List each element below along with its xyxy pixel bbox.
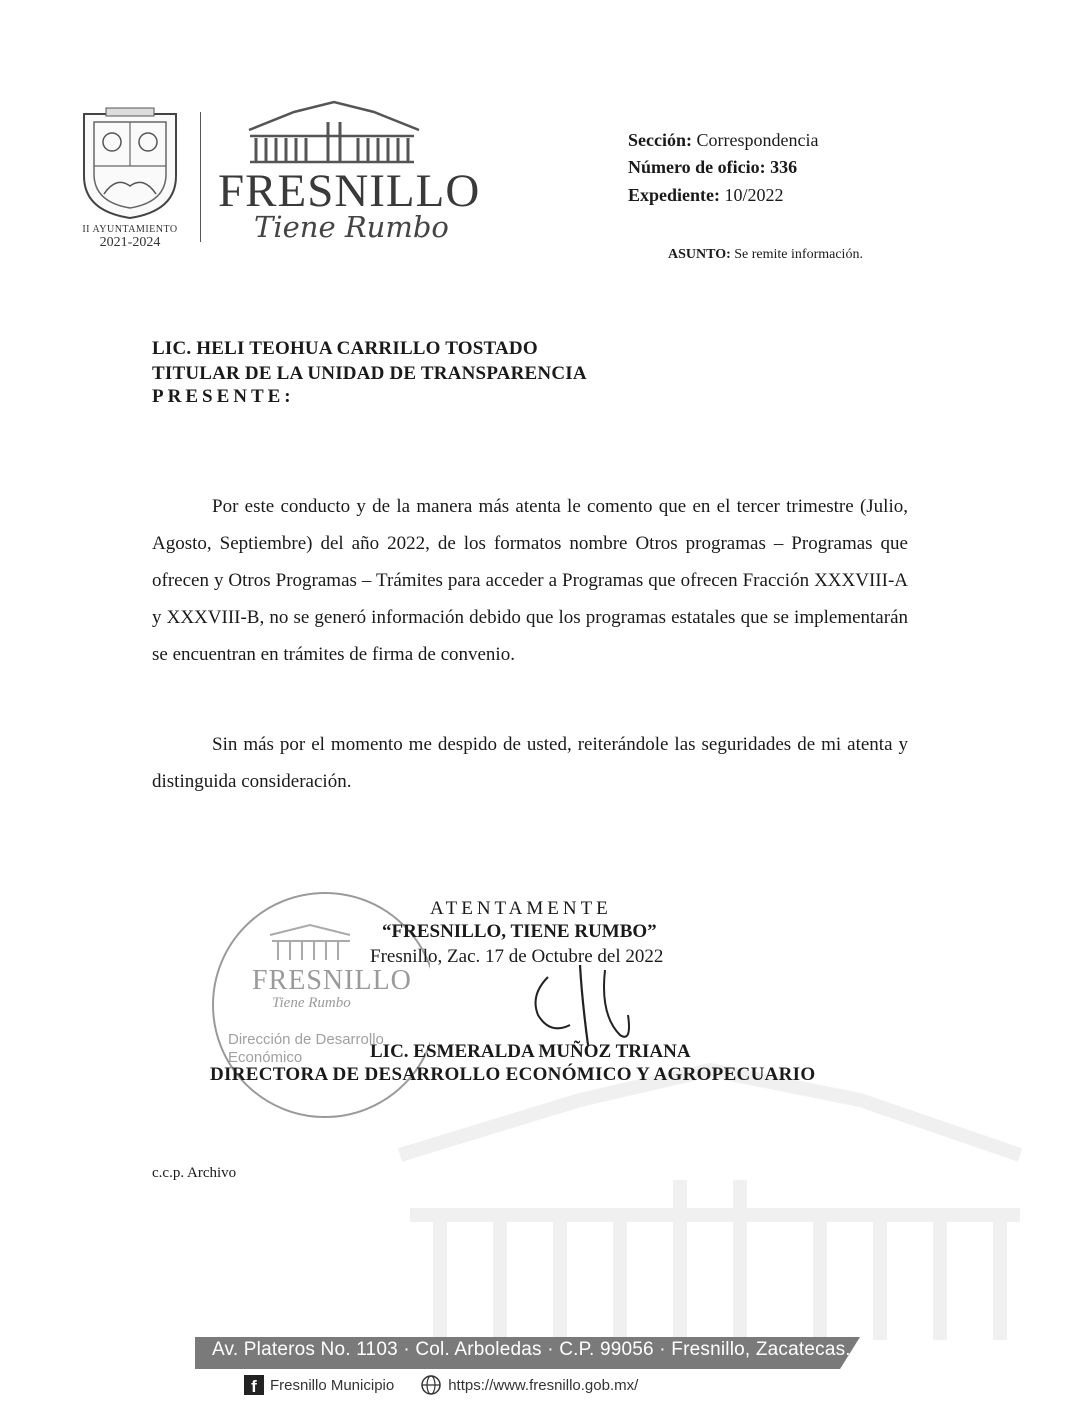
municipal-crest [76, 106, 184, 256]
numero-label: Número de oficio: [628, 157, 766, 177]
seccion-value: Correspondencia [696, 130, 819, 150]
crest-years: 2021-2024 [99, 235, 161, 250]
body-paragraph-1: Por este conducto y de la manera más atenta le comento que en el tercer trimestre (Julio, Agosto, Septiembre) del año 2022, de los formatos nombre Otros programas – Programas que ofrecen y Otros Programas – Trámites para acceder a Programas que ofrecen Fracción XXXVIII-A y XXXVIII-B, no se generó información debido que los programas estatales que se implementarán se encuentran en trámites de firma de convenio. [152, 496, 908, 665]
ccp-archivo: c.c.p. Archivo [152, 1165, 237, 1181]
addressee-title: TITULAR DE LA UNIDAD DE TRANSPARENCIA [152, 363, 587, 384]
asunto-value: Se remite información. [734, 247, 863, 262]
handwritten-signature [510, 955, 670, 1050]
crest-caption: II AYUNTAMIENTO [82, 224, 178, 235]
globe-icon[interactable] [420, 1374, 442, 1396]
facebook-link[interactable]: Fresnillo Municipio [270, 1376, 395, 1394]
stamp-tagline: Tiene Rumbo [272, 995, 351, 1011]
stamp-text: Dirección de Desarrollo Económico [228, 1031, 384, 1066]
website-link[interactable]: https://www.fresnillo.gob.mx/ [448, 1376, 639, 1394]
body-paragraph-2: Sin más por el momento me despido de usted, reiterándole las seguridades de mi atenta y distinguida consideración. [152, 734, 908, 792]
watermark-building [380, 1060, 1030, 1350]
addressee-name: LIC. HELI TEOHUA CARRILLO TOSTADO [152, 338, 538, 359]
numero-value: 336 [770, 157, 798, 177]
closing-motto: “FRESNILLO, TIENE RUMBO” [382, 921, 657, 942]
asunto-label: ASUNTO: [668, 247, 731, 262]
fresnillo-logo [214, 100, 481, 250]
meta-numero-oficio [628, 157, 797, 178]
signer-name: LIC. ESMERALDA MUÑOZ TRIANA [370, 1041, 691, 1062]
stamp-brand: FRESNILLO [252, 965, 412, 996]
expediente-value: 10/2022 [724, 185, 784, 205]
seccion-label: Sección: [628, 130, 692, 150]
footer-address: Av. Plateros No. 1103 · Col. Arboledas · C.P. 99056 · Fresnillo, Zacatecas. [212, 1339, 851, 1360]
meta-seccion [628, 130, 818, 151]
facebook-icon[interactable]: f [244, 1375, 264, 1395]
brand-tagline: Tiene Rumbo [254, 210, 449, 244]
addressee-present: PRESENTE: [152, 386, 295, 407]
meta-expediente [628, 185, 784, 206]
header-divider [200, 112, 201, 242]
closing-atentamente: ATENTAMENTE [430, 898, 612, 919]
asunto-line [668, 247, 863, 263]
place-date: Fresnillo, Zac. 17 de Octubre del 2022 [370, 946, 664, 967]
crest-shield-icon [76, 106, 184, 221]
footer-social [244, 1374, 638, 1396]
brand-name: FRESNILLO [218, 165, 481, 217]
building-logo-icon [214, 100, 454, 170]
signer-role: DIRECTORA DE DESARROLLO ECONÓMICO Y AGROPECUARIO [210, 1064, 816, 1085]
expediente-label: Expediente: [628, 185, 720, 205]
